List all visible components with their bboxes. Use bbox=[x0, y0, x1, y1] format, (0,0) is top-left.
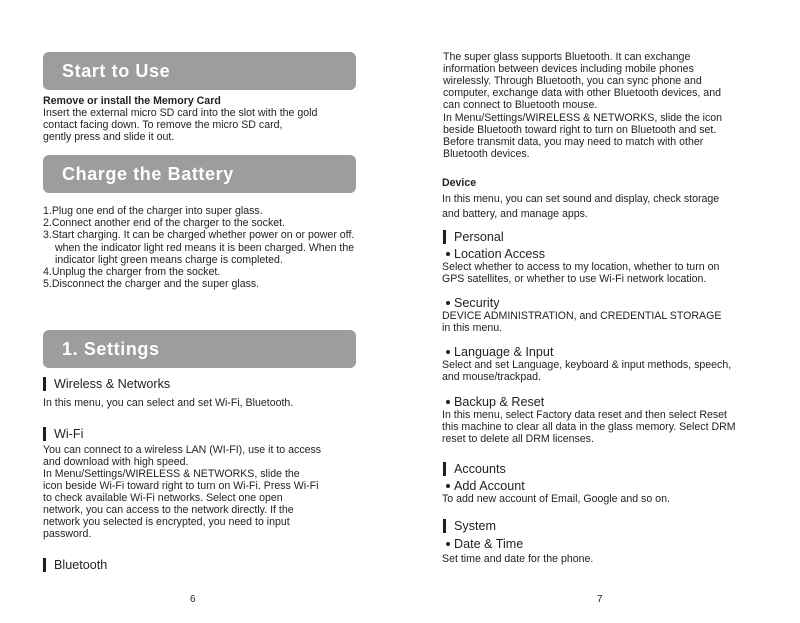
bullet-date-time bbox=[446, 537, 523, 551]
right-page bbox=[400, 0, 800, 623]
wifi-line: password. bbox=[43, 528, 92, 540]
device-line: In this menu, you can set sound and display, check storage bbox=[442, 193, 720, 205]
bullet-language-input bbox=[446, 345, 553, 359]
bullet-add-account bbox=[446, 479, 525, 493]
wifi-line: icon beside Wi-Fi toward right to turn on Wi-Fi. Press Wi-Fi bbox=[43, 480, 319, 492]
bluetooth-line: information between devices including mobile phones bbox=[443, 63, 694, 75]
bullet-dot-icon bbox=[446, 400, 450, 404]
charge-steps-list bbox=[43, 205, 361, 290]
section-header-accounts: Accounts bbox=[443, 462, 506, 476]
location-title: Location Access bbox=[454, 247, 546, 261]
memory-card-line: Insert the external micro SD card into the slot with the gold bbox=[43, 107, 318, 119]
section-header-personal: Personal bbox=[443, 230, 504, 244]
bullet-backup-reset bbox=[446, 395, 544, 409]
wifi-line: to check available Wi-Fi networks. Select one open bbox=[43, 492, 283, 504]
banner-start-to-use: Start to Use bbox=[43, 52, 356, 90]
bluetooth-line: Before transmit data, you may need to match with other bbox=[443, 136, 704, 148]
device-line: and battery, and manage apps. bbox=[442, 208, 588, 220]
language-line: Select and set Language, keyboard & input methods, speech, bbox=[442, 359, 732, 371]
section-header-system: System bbox=[443, 519, 496, 533]
backup-line: In this menu, select Factory data reset and then select Reset bbox=[442, 409, 728, 421]
datetime-title: Date & Time bbox=[454, 537, 524, 551]
charge-step: 2.Connect another end of the charger to the socket. bbox=[43, 217, 286, 230]
charge-step: 1.Plug one end of the charger into super glass. bbox=[43, 205, 263, 217]
banner-settings: 1. Settings bbox=[43, 330, 356, 368]
section-header-wifi: Wi-Fi bbox=[43, 427, 83, 441]
bluetooth-line: In Menu/Settings/WIRELESS & NETWORKS, slide the icon bbox=[443, 112, 723, 124]
language-line: and mouse/trackpad. bbox=[442, 371, 541, 383]
bluetooth-line: can connect to Bluetooth mouse. bbox=[443, 99, 598, 111]
section-header-bluetooth: Bluetooth bbox=[43, 558, 107, 572]
memory-card-line: gently press and slide it out. bbox=[43, 131, 175, 143]
memory-card-line: contact facing down. To remove the micro SD card, bbox=[43, 119, 283, 131]
bullet-security bbox=[446, 296, 500, 310]
add-account-text: To add new account of Email, Google and so on. bbox=[442, 493, 670, 505]
datetime-text: Set time and date for the phone. bbox=[442, 553, 594, 565]
page-number: 7 bbox=[597, 594, 603, 605]
section-header-wireless-networks: Wireless & Networks bbox=[43, 377, 170, 391]
bluetooth-line: computer, exchange data with other Bluetooth devices, and bbox=[443, 87, 721, 99]
device-title: Device bbox=[442, 177, 477, 189]
backup-line: this machine to clear all data in the glass memory. Select DRM bbox=[442, 421, 736, 433]
security-line: in this menu. bbox=[442, 322, 503, 334]
bluetooth-line: Bluetooth devices. bbox=[443, 148, 530, 160]
bluetooth-line: wirelessly. Through Bluetooth, you can sync phone and bbox=[443, 75, 702, 87]
bullet-dot-icon bbox=[446, 301, 450, 305]
charge-step: 4.Unplug the charger from the socket. bbox=[43, 266, 221, 279]
backup-title: Backup & Reset bbox=[454, 395, 545, 409]
bluetooth-line: beside Bluetooth toward right to turn on Bluetooth and set. bbox=[443, 124, 717, 136]
wifi-line: network you selected is encrypted, you need to input bbox=[43, 516, 290, 528]
location-line: GPS satellites, or whether to use Wi-Fi network location. bbox=[442, 273, 707, 285]
language-title: Language & Input bbox=[454, 345, 554, 359]
bullet-dot-icon bbox=[446, 252, 450, 256]
add-account-title: Add Account bbox=[454, 479, 525, 493]
security-title: Security bbox=[454, 296, 500, 310]
page-number: 6 bbox=[190, 594, 196, 605]
wifi-line: In Menu/Settings/WIRELESS & NETWORKS, slide the bbox=[43, 468, 300, 480]
wifi-line: You can connect to a wireless LAN (WI-FI), use it to access bbox=[43, 444, 322, 456]
security-line: DEVICE ADMINISTRATION, and CREDENTIAL STORAGE bbox=[442, 310, 722, 322]
wireless-text: In this menu, you can select and set Wi-Fi, Bluetooth. bbox=[43, 397, 294, 409]
wifi-line: network, you can access to the network directly. If the bbox=[43, 504, 294, 516]
bullet-dot-icon bbox=[446, 484, 450, 488]
bullet-dot-icon bbox=[446, 350, 450, 354]
bullet-dot-icon bbox=[446, 542, 450, 546]
charge-step: 5.Disconnect the charger and the super glass. bbox=[43, 278, 260, 291]
bluetooth-line: The super glass supports Bluetooth. It can exchange bbox=[443, 51, 691, 63]
location-line: Select whether to access to my location, whether to turn on bbox=[442, 261, 720, 273]
memory-card-title: Remove or install the Memory Card bbox=[43, 95, 221, 107]
backup-line: reset to delete all DRM licenses. bbox=[442, 433, 594, 445]
charge-step: 3.Start charging. It can be charged whether power on or power off. when the indicator light red means it is been charged. When the indicator light green means charge is completed. bbox=[43, 229, 355, 266]
bullet-location-access bbox=[446, 247, 545, 261]
banner-charge-battery: Charge the Battery bbox=[43, 155, 356, 193]
wifi-line: and download with high speed. bbox=[43, 456, 189, 468]
